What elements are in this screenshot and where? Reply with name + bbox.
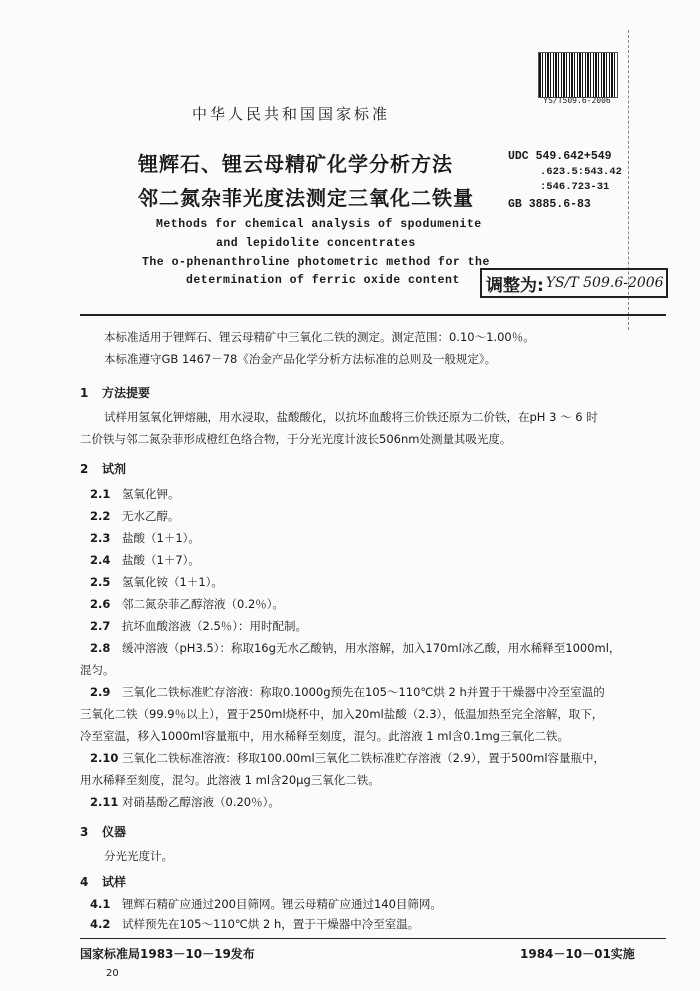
reagent-2-10: 2.10 三氧化二铁标准溶液：移取100.00ml三氧化二铁标准贮存溶液（2.9），置于500ml容量瓶中， [90,751,606,765]
section-1-title: 方法提要 [102,386,151,400]
effective-date: 1984－10－01实施 [520,947,635,961]
intro-p1: 本标准适用于锂辉石、锂云母精矿中三氧化二铁的测定。测定范围：0.10～1.00％。 [104,330,535,344]
section-3-text: 分光光度计。 [104,849,173,863]
title-cn-line2: 邻二氮杂菲光度法测定三氧化二铁量 [138,186,474,210]
top-divider [80,314,666,316]
adjustment-value: YS/T 509.6-2006 [545,275,664,291]
reagent-2-3: 2.3 盐酸（1＋1）。 [90,531,200,545]
title-en-line3: The o-phenanthroline photometric method for the [142,256,490,269]
reagent-2-9-cont2: 冷至室温，移入1000ml容量瓶中，用水稀释至刻度，混匀。此溶液 1 ml含0.1mg三氧化二铁。 [80,729,569,743]
udc-line1: UDC 549.642+549 [508,150,612,163]
sample-4-2: 4.2 试样预先在105～110℃烘 2 h，置于干燥器中冷至室温。 [90,917,420,931]
reagent-2-8-cont: 混匀。 [80,663,115,677]
udc-line3: :546.723-31 [540,181,610,193]
adjustment-stamp [480,268,668,298]
reagent-2-9-cont: 三氧化二铁（99.9％以上），置于250ml烧杯中，加入20ml盐酸（2.3），低温加热至完全溶解，取下， [80,707,604,721]
title-en-line1: Methods for chemical analysis of spodumenite [156,218,482,231]
reagent-2-1: 2.1 氢氧化钾。 [90,487,180,501]
title-en-line2: and lepidolite concentrates [216,237,416,250]
standard-body: 中华人民共和国国家标准 [192,105,391,123]
reagent-2-5: 2.5 氢氧化铵（1＋1）。 [90,575,223,589]
title-cn-line1: 锂辉石、锂云母精矿化学分析方法 [138,152,453,176]
reagent-2-8: 2.8 缓冲溶液（pH3.5）：称取16g无水乙酸钠，用水溶解，加入170ml冰乙酸，用水稀释至1000ml， [90,641,621,655]
reagent-2-2: 2.2 无水乙醇。 [90,509,180,523]
section-1-line1: 试样用氢氧化钾熔融，用水浸取，盐酸酸化，以抗坏血酸将三价铁还原为二价铁，在pH 3 ～ 6 时 [104,410,598,424]
bottom-divider [80,938,666,939]
gb-number: GB 3885.6-83 [508,198,591,211]
reagent-2-4: 2.4 盐酸（1＋7）。 [90,553,200,567]
section-1-heading [80,384,150,401]
reagent-2-10-cont: 用水稀释至刻度，混匀。此溶液 1 ml含20μg三氧化二铁。 [80,773,380,787]
section-4-title: 试样 [102,875,127,889]
section-2-heading [80,460,126,477]
reagent-2-11: 2.11 对硝基酚乙醇溶液（0.20％）。 [90,795,280,809]
section-2-title: 试剂 [102,462,127,476]
adjustment-label: 调整为: [486,275,544,296]
barcode [538,52,618,98]
section-3-heading [80,823,126,840]
section-4-number: 4 [80,875,89,889]
reagent-2-9: 2.9 三氧化二铁标准贮存溶液：称取0.1000g预先在105～110℃烘 2 h并置于干燥器中冷至室温的 [90,685,605,699]
title-en-line4: determination of ferric oxide content [186,274,460,287]
section-3-title: 仪器 [102,825,127,839]
reagent-2-6: 2.6 邻二氮杂菲乙醇溶液（0.2％）。 [90,597,285,611]
section-3-number: 3 [80,825,89,839]
section-1-number: 1 [80,386,89,400]
reagent-2-7: 2.7 抗坏血酸溶液（2.5％）：用时配制。 [90,619,308,633]
section-2-number: 2 [80,462,89,476]
udc-line2: .623.5:543.42 [540,166,622,178]
issued-by: 国家标准局1983－10－19发布 [80,947,255,961]
section-4-heading [80,873,126,890]
page-number: 20 [106,968,119,979]
barcode-code: YS/T509.6-2006 [543,96,611,105]
intro-p2: 本标准遵守GB 1467－78《冶金产品化学分析方法标准的总则及一般规定》。 [104,352,497,366]
sample-4-1: 4.1 锂辉石精矿应通过200目筛网。锂云母精矿应通过140目筛网。 [90,897,442,911]
section-1-line2: 二价铁与邻二氮杂菲形成橙红色络合物，于分光光度计波长506nm处测量其吸光度。 [80,432,512,446]
